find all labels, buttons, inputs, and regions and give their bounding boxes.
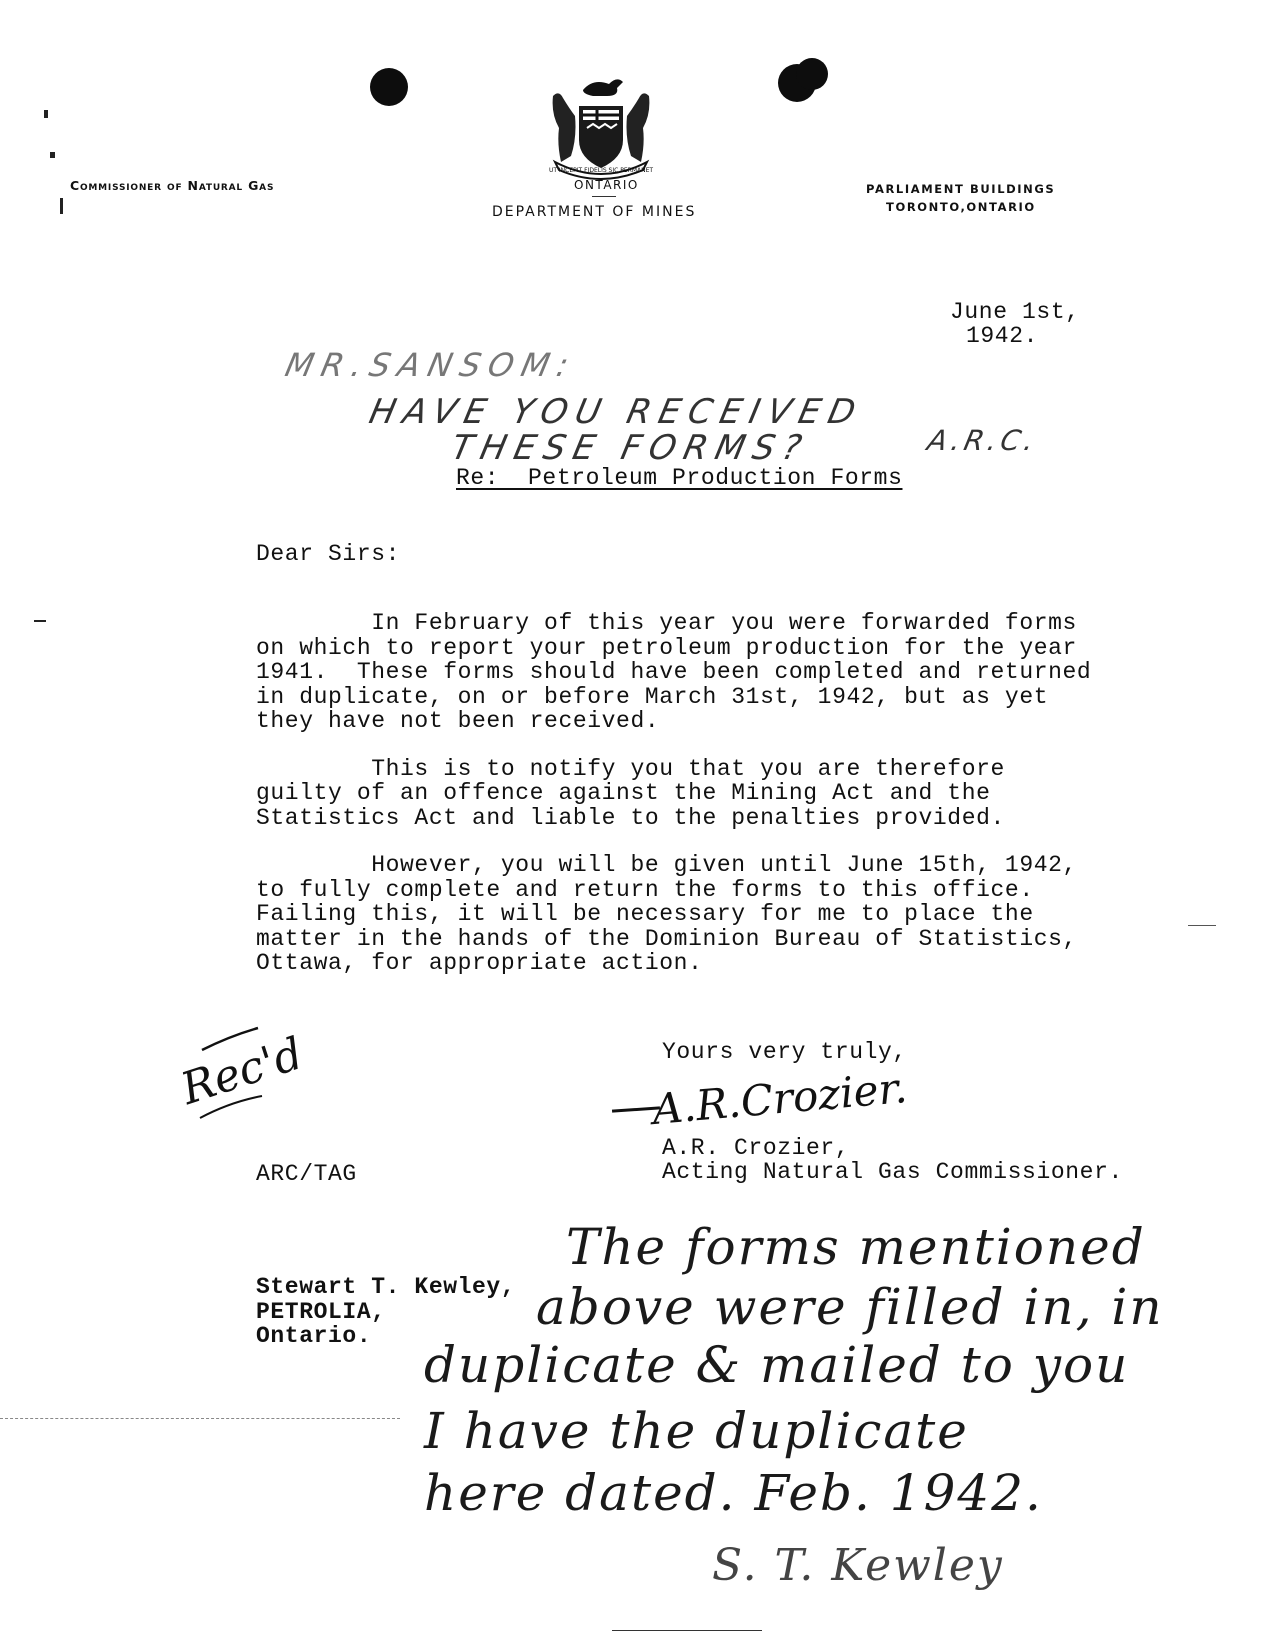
letterhead-left: Commissioner of Natural Gas	[70, 178, 275, 193]
handwritten-reply-line4: I have the duplicate	[424, 1402, 969, 1460]
scan-edge-line	[1188, 925, 1216, 926]
received-mark	[172, 1016, 309, 1126]
paragraph-line: Statistics Act and liable to the penalties provided.	[256, 804, 1005, 831]
handwritten-note-line3: THESE FORMS?	[447, 428, 813, 468]
paragraph-line: they have not been received.	[256, 708, 660, 734]
handwritten-reply-line3: duplicate & mailed to you	[424, 1336, 1130, 1394]
paragraph-3	[256, 853, 1091, 976]
reference-initials: ARC/TAG	[256, 1161, 357, 1187]
paragraph-line: in duplicate, on or before March 31st, 1942, but as yet	[256, 683, 1049, 710]
signer-title: Acting Natural Gas Commissioner.	[662, 1159, 1123, 1185]
margin-mark	[44, 110, 48, 118]
recipient-city: PETROLIA,	[256, 1299, 386, 1325]
paragraph-line: Ottawa, for appropriate action.	[256, 950, 703, 976]
salutation: Dear Sirs:	[256, 541, 401, 567]
paragraph-line: to fully complete and return the forms to this office.	[256, 876, 1034, 903]
paragraph-line: guilty of an offence against the Mining Act and the	[256, 780, 991, 806]
punch-hole-right-overlap	[796, 58, 828, 90]
letter-date-line1: June 1st,	[950, 299, 1080, 325]
coat-of-arms-seal	[545, 76, 657, 180]
letter-body	[256, 611, 1091, 976]
subject-line: Re: Petroleum Production Forms	[456, 465, 903, 491]
letterhead-department: DEPARTMENT OF MINES	[492, 204, 697, 220]
letterhead-divider	[592, 196, 616, 197]
paragraph-line: 1941. These forms should have been completed and returned	[256, 659, 1092, 685]
paragraph-line: This is to notify you that you are therefore	[256, 755, 1005, 782]
paragraph-line: matter in the hands of the Dominion Bureau of Statistics,	[256, 925, 1077, 952]
handwritten-note-initials: A.R.C.	[924, 424, 1041, 457]
letterhead-address-line1: PARLIAMENT BUILDINGS	[866, 182, 1056, 196]
margin-mark	[50, 152, 55, 158]
paragraph-2	[256, 757, 1091, 831]
svg-text:UT INCEPIT FIDELIS SIC PERMANE: UT INCEPIT FIDELIS SIC PERMANET	[548, 167, 654, 174]
recipient-province: Ontario.	[256, 1323, 372, 1349]
fold-line	[0, 1418, 400, 1419]
handwritten-reply-line1: The forms mentioned	[566, 1218, 1146, 1276]
recipient-name: Stewart T. Kewley,	[256, 1274, 516, 1300]
punch-hole-left	[370, 68, 408, 106]
handwritten-reply-line2: above were filled in, in	[536, 1278, 1164, 1336]
handwritten-reply-signature: S. T. Kewley	[712, 1540, 1004, 1591]
handwritten-note-line2: HAVE YOU RECEIVED	[365, 392, 867, 432]
reply-signature-rule	[612, 1630, 762, 1631]
signature: A.R.Crozier.	[650, 1062, 910, 1135]
received-note: Rec'd	[175, 1028, 309, 1115]
signer-name: A.R. Crozier,	[662, 1135, 850, 1161]
paragraph-1	[256, 611, 1091, 734]
margin-mark	[60, 198, 63, 214]
letter-date-line2: 1942.	[966, 323, 1039, 349]
paragraph-line: Failing this, it will be necessary for me to place the	[256, 901, 1034, 927]
paragraph-line: However, you will be given until June 15th, 1942,	[256, 852, 1077, 878]
paragraph-line: In February of this year you were forwarded forms	[256, 610, 1077, 636]
handwritten-reply-line5: here dated. Feb. 1942.	[424, 1464, 1043, 1522]
letterhead-ontario: ONTARIO	[574, 178, 639, 192]
closing: Yours very truly,	[662, 1039, 907, 1065]
paragraph-line: on which to report your petroleum production for the year	[256, 634, 1077, 661]
letterhead-address-line2: TORONTO,ONTARIO	[886, 200, 1036, 214]
margin-mark	[34, 620, 46, 622]
handwritten-note-line1: MR.SANSOM:	[281, 346, 581, 384]
